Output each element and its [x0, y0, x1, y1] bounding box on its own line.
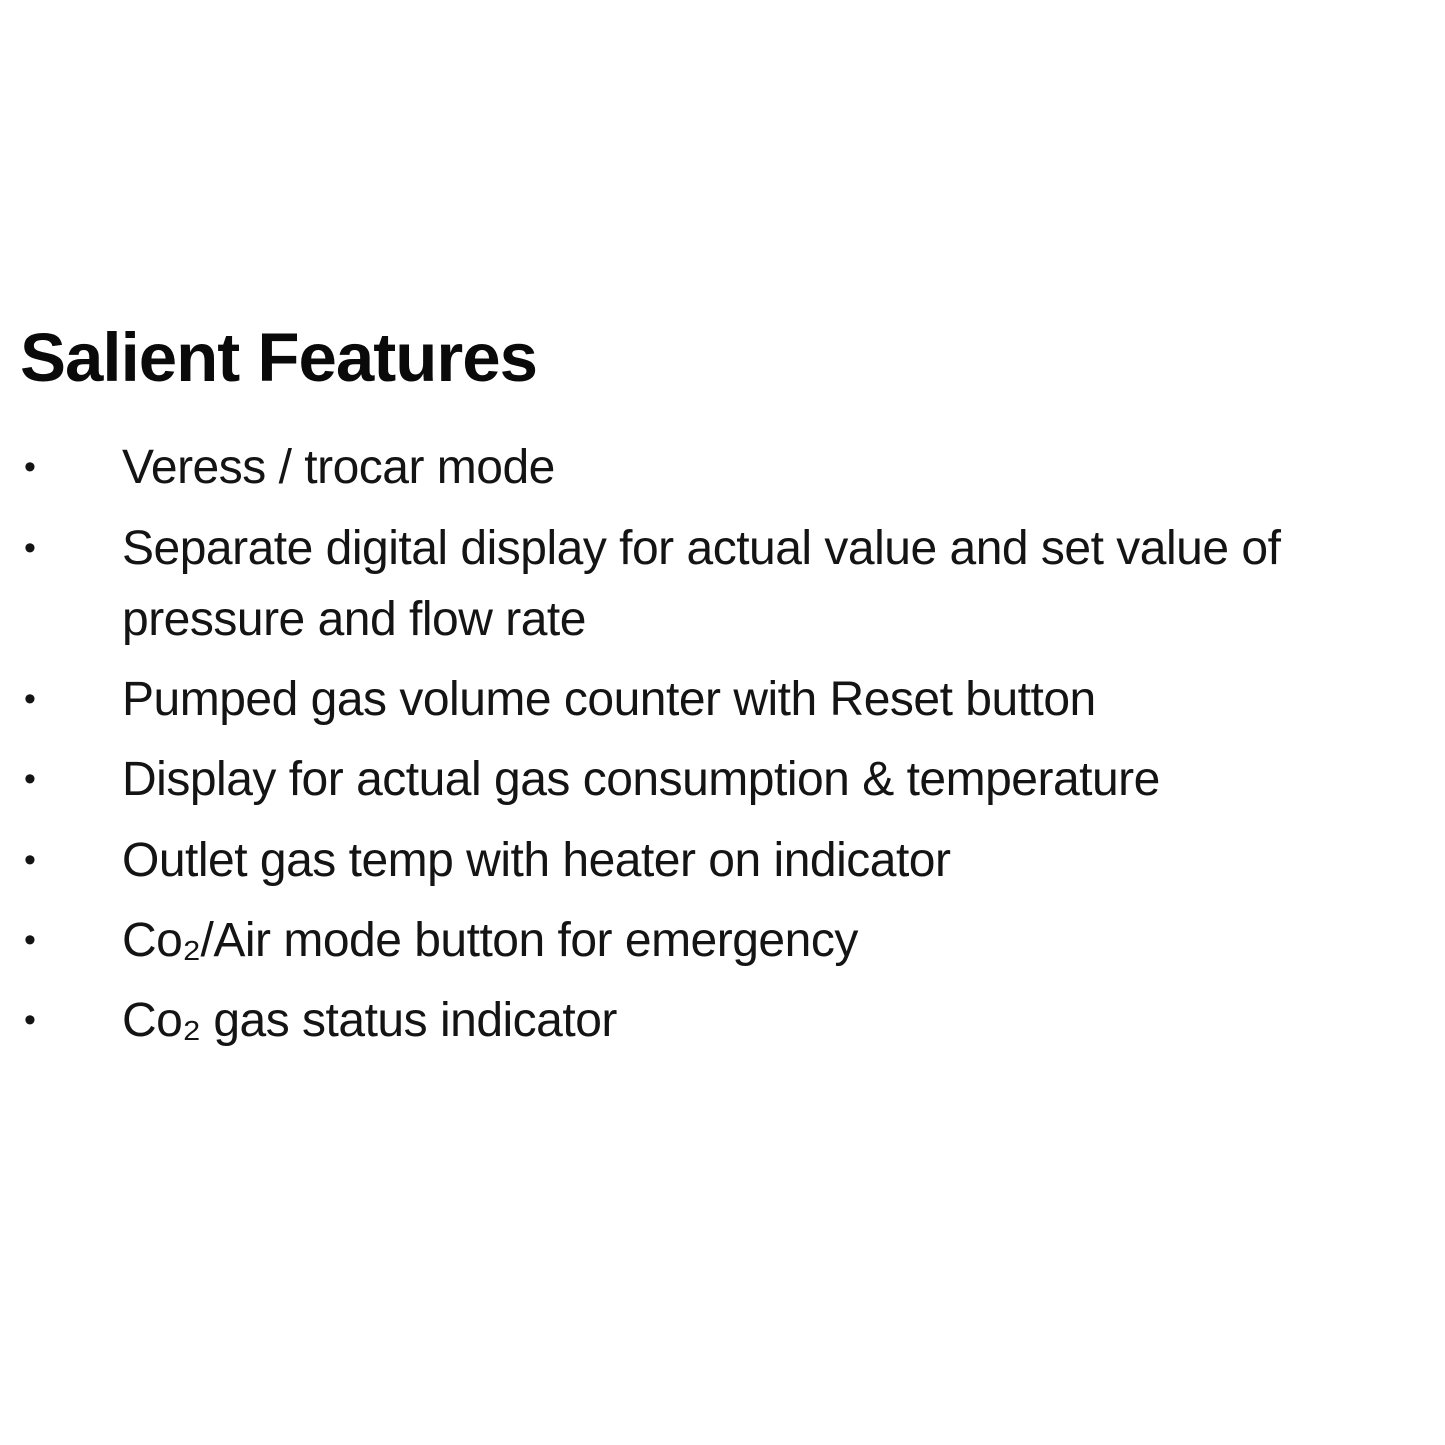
feature-text: Co₂/Air mode button for emergency	[122, 914, 858, 968]
feature-text: Pumped gas volume counter with Reset button	[122, 672, 1096, 726]
bullet-icon: •	[24, 921, 36, 960]
feature-text: Co₂ gas status indicator	[122, 994, 617, 1048]
bullet-icon: •	[24, 679, 36, 718]
list-item	[20, 432, 1420, 503]
bullet-icon: •	[24, 1001, 36, 1040]
list-item	[20, 825, 1420, 896]
page-title: Salient Features	[20, 319, 538, 396]
bullet-icon: •	[24, 840, 36, 879]
feature-text: Separate digital display for actual value and set value of pressure and flow rate	[122, 521, 1281, 646]
features-list	[20, 432, 1420, 1056]
bullet-icon: •	[24, 528, 36, 567]
bullet-icon: •	[24, 760, 36, 799]
list-item	[20, 664, 1420, 735]
bullet-icon: •	[24, 448, 36, 487]
feature-text: Veress / trocar mode	[122, 441, 555, 495]
list-item	[20, 744, 1420, 815]
list-item	[20, 513, 1420, 655]
list-item	[20, 985, 1420, 1056]
feature-text: Display for actual gas consumption & temperature	[122, 753, 1160, 807]
content-block	[20, 319, 1420, 1066]
feature-text: Outlet gas temp with heater on indicator	[122, 833, 951, 887]
list-item	[20, 905, 1420, 976]
